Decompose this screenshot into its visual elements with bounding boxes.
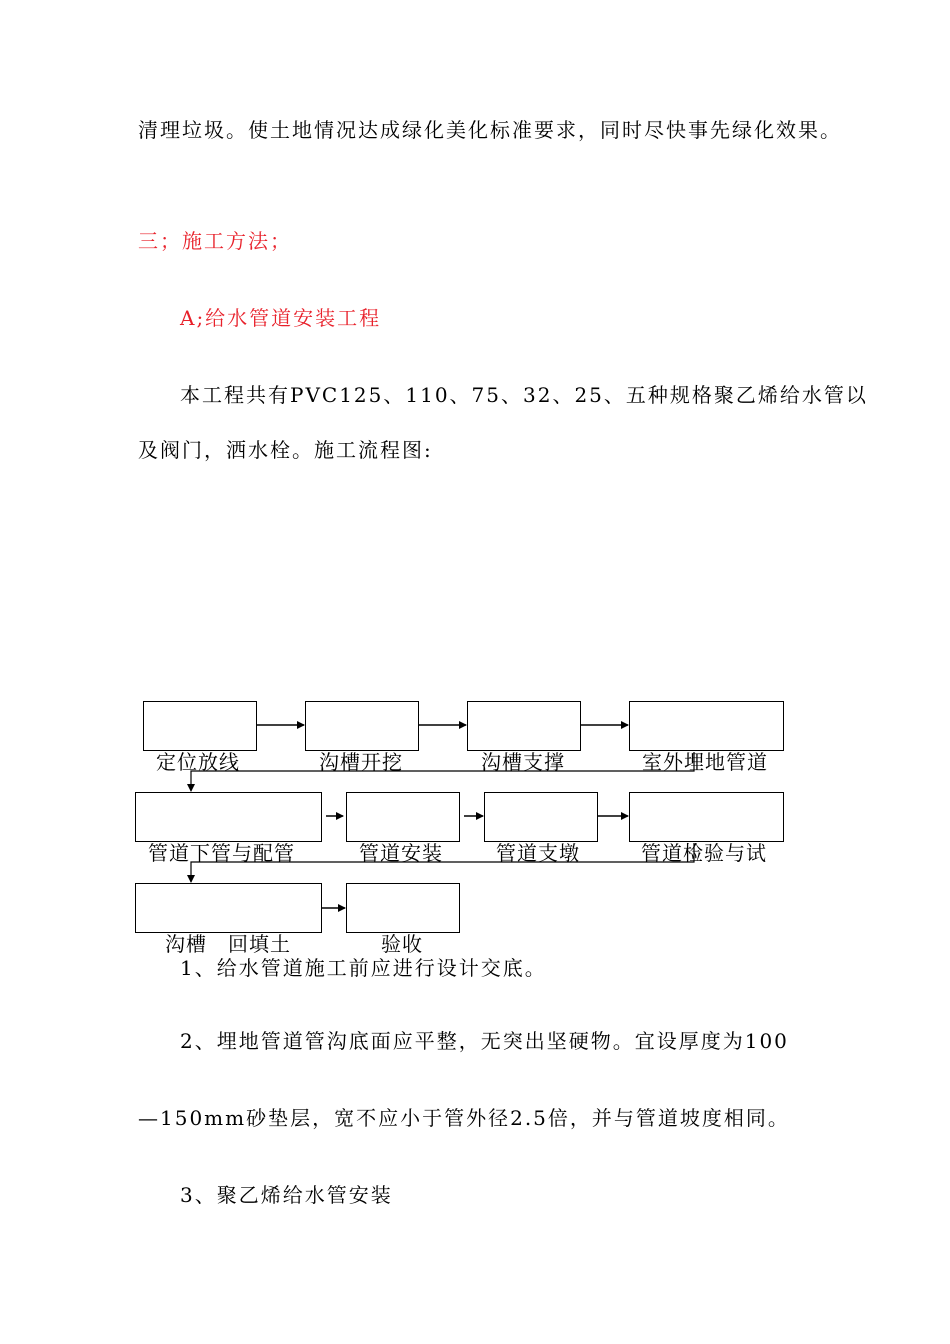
flow-step-box — [629, 701, 784, 751]
paragraph-text: 清理垃圾。使土地情况达成绿化美化标准要求，同时尽快事先绿化效果。 — [138, 118, 842, 142]
flow-connector — [191, 752, 694, 791]
paragraph-text: 及阀门，洒水栓。施工流程图: — [138, 438, 433, 462]
flow-step-box — [135, 883, 322, 933]
list-item: 3、聚乙烯给水管安装 — [180, 1183, 393, 1207]
list-item: 1、给水管道施工前应进行设计交底。 — [180, 956, 547, 980]
flow-step-box — [467, 701, 581, 751]
flow-step-label: 管道支墩 — [496, 841, 580, 865]
subsection-heading: A;给水管道安装工程 — [180, 306, 382, 330]
flow-step-label: 管道检验与试 — [641, 841, 767, 865]
flow-step-label: 管道安装 — [359, 841, 443, 865]
flow-step-box — [143, 701, 257, 751]
flow-step-label: 管道下管与配管 — [148, 841, 295, 865]
list-item: —150mm砂垫层，宽不应小于管外径2.5倍，并与管道坡度相同。 — [138, 1106, 790, 1130]
flow-step-box — [135, 792, 322, 842]
flow-step-label: 沟槽支撑 — [481, 750, 565, 774]
flow-step-label: 室外埋地管道 — [642, 750, 768, 774]
flow-step-label: 沟槽 回填土 — [165, 932, 291, 956]
list-item: 2、埋地管道管沟底面应平整，无突出坚硬物。宜设厚度为100 — [180, 1029, 789, 1053]
flow-step-box — [346, 792, 460, 842]
flow-step-label: 定位放线 — [156, 750, 240, 774]
flow-step-box — [346, 883, 460, 933]
flow-step-label: 验收 — [381, 932, 423, 956]
section-heading: 三；施工方法； — [138, 229, 292, 253]
flow-step-box — [305, 701, 419, 751]
flow-step-box — [484, 792, 598, 842]
paragraph-text: 本工程共有PVC125、110、75、32、25、五种规格聚乙烯给水管以 — [180, 383, 868, 407]
flow-step-label: 沟槽开挖 — [319, 750, 403, 774]
flow-step-box — [629, 792, 784, 842]
